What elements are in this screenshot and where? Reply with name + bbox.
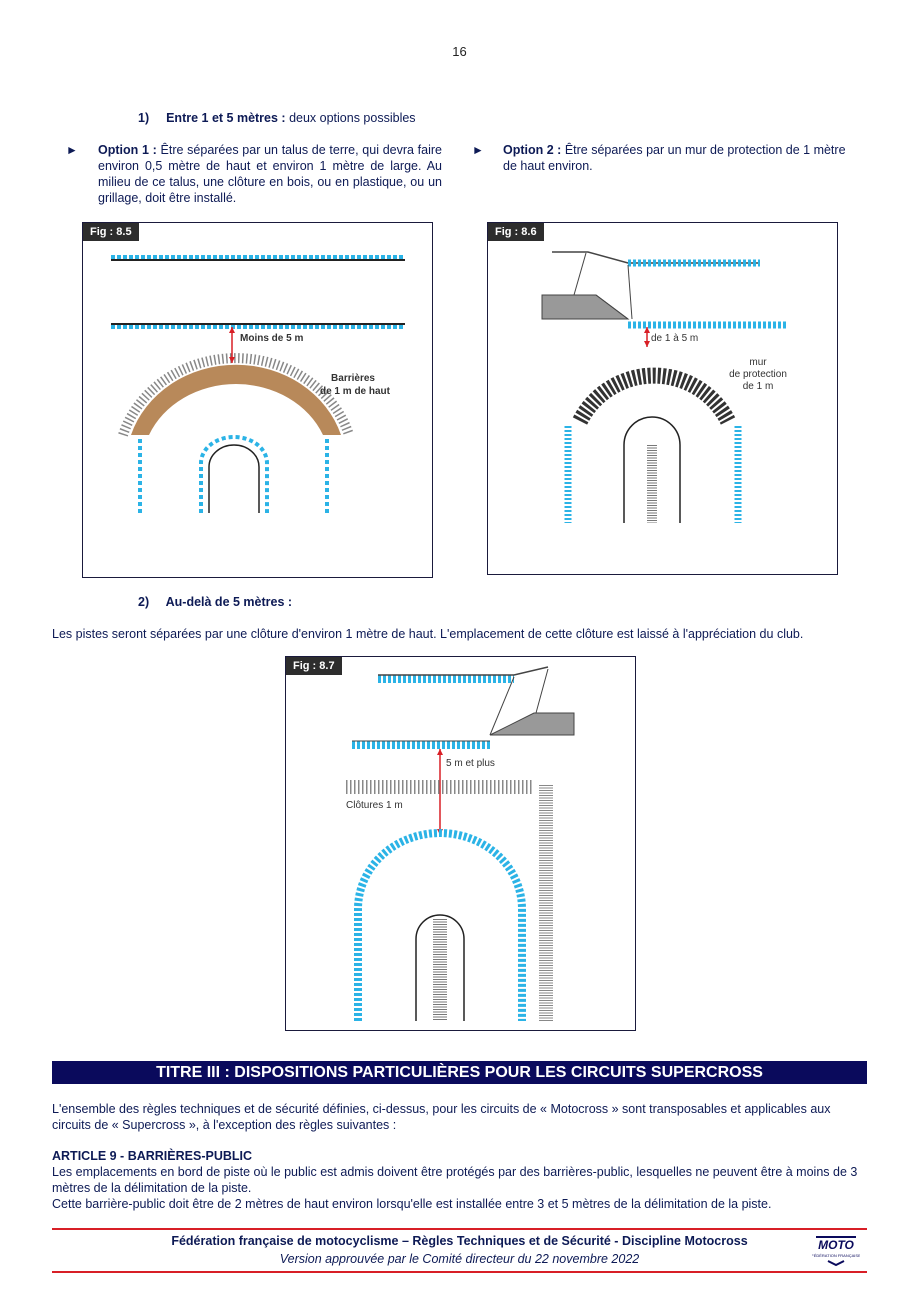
figure-8-6-wall-line2: de protection	[729, 369, 787, 380]
figure-8-6-measure: de 1 à 5 m	[651, 333, 699, 344]
footer-version: Version approuvée par le Comité directeur du 22 novembre 2022	[279, 1252, 640, 1266]
supercross-paragraph: L'ensemble des règles techniques et de sécurité définies, ci-dessus, pour les circuits de « Motocross » sont transposables et applicables aux circuits de « Supercross », à l'exception des règles suivantes :	[52, 1102, 831, 1132]
option-2-text	[503, 142, 853, 174]
figure-8-6-wall-line3: de 1 m	[742, 381, 774, 392]
figure-8-5-barrier-line2: de 1 m de haut	[319, 386, 391, 397]
ffm-logo-text: MOTO	[818, 1238, 854, 1252]
figure-8-5-measure: Moins de 5 m	[240, 333, 304, 344]
footer-top-rule	[52, 1228, 867, 1230]
section-2-number: 2)	[138, 595, 150, 609]
figure-8-6-wall-line1: mur	[749, 357, 767, 368]
figure-8-5	[82, 222, 433, 578]
fence-paragraph: Les pistes seront séparées par une clôture d'environ 1 mètre de haut. L'emplacement de cette clôture est laissé à l'appréciation du club.	[52, 627, 804, 641]
option-1-text	[98, 142, 442, 206]
figure-8-5-label: Fig : 8.5	[83, 223, 139, 241]
section-1-title: Entre 1 et 5 mètres :	[166, 111, 286, 125]
section-1-rest: deux options possibles	[289, 111, 416, 125]
figure-8-7-fence-label: Clôtures 1 m	[346, 800, 403, 811]
footer-title: Fédération française de motocyclisme – Règles Techniques et de Sécurité - Discipline Motocross	[171, 1234, 748, 1248]
option-1-body: Être séparées par un talus de terre, qui devra faire environ 0,5 mètre de haut et environ 1 mètre de large. Au milieu de ce talus, une clôture en bois, ou en plastique, ou un grillage, doit être installé.	[98, 143, 442, 205]
figure-8-6-diagram	[488, 223, 837, 574]
section-1-number: 1)	[138, 111, 150, 125]
figure-8-7	[285, 656, 636, 1031]
footer-bottom-rule	[52, 1271, 867, 1273]
article-9-paragraph-1: Les emplacements en bord de piste où le public est admis doivent être protégés par des barrières-public, lesquelles ne peuvent être à moins de 3 mètres de la délimitation de la piste.	[52, 1165, 858, 1195]
figure-8-7-label: Fig : 8.7	[286, 657, 342, 675]
figure-8-6	[487, 222, 838, 575]
article-9-paragraph-2: Cette barrière-public doit être de 2 mètres de haut environ lorsqu'elle est installée entre 3 et 5 mètres de la délimitation de la piste.	[52, 1197, 772, 1211]
section-2-heading	[138, 595, 292, 609]
figure-8-6-label: Fig : 8.6	[488, 223, 544, 241]
option-1-label: Option 1 :	[98, 143, 157, 157]
ffm-logo-subtext: FÉDÉRATION FRANÇAISE	[812, 1253, 860, 1258]
ffm-logo	[812, 1233, 860, 1267]
article-9-title: ARTICLE 9 - BARRIÈRES-PUBLIC	[52, 1149, 253, 1163]
bullet-arrow-icon: ►	[66, 143, 78, 157]
section-1-heading	[138, 111, 416, 125]
bullet-arrow-icon: ►	[472, 143, 484, 157]
figure-8-5-barrier-line1: Barrières	[331, 373, 375, 384]
titre-iii-banner: TITRE III : DISPOSITIONS PARTICULIÈRES POUR LES CIRCUITS SUPERCROSS	[52, 1061, 867, 1084]
figure-8-7-diagram	[286, 657, 635, 1030]
option-2-label: Option 2 :	[503, 143, 562, 157]
figure-8-5-diagram	[83, 223, 432, 577]
page-number: 16	[452, 44, 467, 59]
section-2-title: Au-delà de 5 mètres :	[165, 595, 293, 609]
option-2-body: Être séparées par un mur de protection de 1 mètre de haut environ.	[503, 143, 846, 173]
figure-8-7-measure: 5 m et plus	[446, 758, 495, 769]
